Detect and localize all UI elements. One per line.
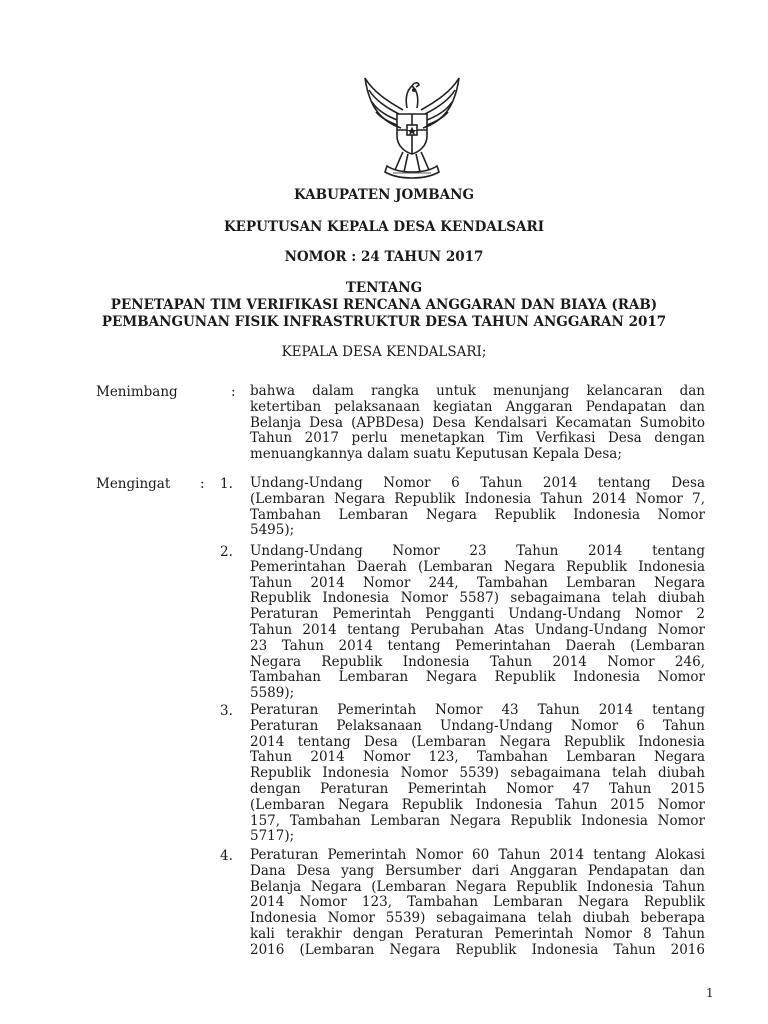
text-line: 23 Tahun 2014 tentang Pemerintahan Daerah (Lembaran <box>250 637 705 654</box>
text-line: Tahun 2014 Nomor 244, Tambahan Lembaran Negara <box>250 574 705 591</box>
text-line: Tahun 2017 perlu menetapkan Tim Verfikasi Desa dengan <box>250 430 705 447</box>
text-line: (Lembaran Negara Republik Indonesia Tahun 2015 Nomor <box>250 796 705 813</box>
text-line: menuangkannya dalam suatu Keputusan Kepala Desa; <box>250 446 622 463</box>
text-line: 2016 (Lembaran Negara Republik Indonesia Tahun 2016 <box>250 941 705 958</box>
text-line: Tambahan Lembaran Negara Republik Indonesia Nomor <box>250 506 705 523</box>
text-line: Tambahan Lembaran Negara Republik Indonesia Nomor <box>250 669 705 686</box>
subject-line: PEMBANGUNAN FISIK INFRASTRUKTUR DESA TAHUN ANGGARAN 2017 <box>101 314 667 330</box>
text-line: Pemerintahan Daerah (Lembaran Negara Republik Indonesia <box>250 558 705 575</box>
menimbang-colon: : <box>231 384 236 400</box>
mengingat-item-2 <box>250 544 705 702</box>
text-line: 5589); <box>250 685 295 702</box>
menimbang-label: Menimbang <box>96 384 178 400</box>
text-line: 5495); <box>250 522 295 539</box>
text-line: Tahun 2014 Nomor 123, Tambahan Lembaran Negara <box>250 749 705 766</box>
text-line: Indonesia Nomor 5539) sebagaimana telah diubah beberapa <box>250 910 705 927</box>
mengingat-colon: : <box>200 476 205 492</box>
mengingat-item-3 <box>250 703 705 845</box>
text-line: 5717); <box>250 828 295 845</box>
text-line: dengan Peraturan Pemerintah Nomor 47 Tahun 2015 <box>250 780 705 797</box>
text-line: Belanja Negara (Lembaran Negara Republik Indonesia Tahun <box>250 878 705 895</box>
mengingat-item-4 <box>250 848 705 959</box>
text-line: Peraturan Pemerintah Nomor 60 Tahun 2014 tentang Alokasi <box>250 847 705 863</box>
decree-subject <box>0 297 768 331</box>
garuda-emblem-icon <box>359 70 465 182</box>
text-line: Dana Desa yang Bersumber dari Anggaran Pendapatan dan <box>250 862 705 879</box>
decree-title: KEPUTUSAN KEPALA DESA KENDALSARI <box>223 219 545 235</box>
regency-title: KABUPATEN JOMBANG <box>294 187 474 203</box>
subject-line: PENETAPAN TIM VERIFIKASI RENCANA ANGGARAN DAN BIAYA (RAB) <box>110 297 658 313</box>
item-number: 2. <box>220 544 233 560</box>
text-line: Negara Republik Indonesia Tahun 2014 Nomor 246, <box>250 653 705 670</box>
text-line: Belanja Desa (APBDesa) Desa Kendalsari Kecamatan Sumobito <box>250 414 705 431</box>
item-number: 3. <box>220 703 233 719</box>
text-line: ketertiban pelaksanaan kegiatan Anggaran Pendapatan dan <box>250 398 705 415</box>
text-line: Peraturan Pelaksanaan Undang-Undang Nomor 6 Tahun <box>250 717 705 734</box>
mengingat-label: Mengingat <box>96 476 171 492</box>
item-number: 1. <box>220 476 233 492</box>
text-line: bahwa dalam rangka untuk menunjang kelancaran dan <box>250 383 705 399</box>
text-line: 2014 Nomor 123, Tambahan Lembaran Negara Republik <box>250 894 705 911</box>
mengingat-item-1 <box>250 476 705 539</box>
text-line: Peraturan Pemerintah Nomor 43 Tahun 2014 tentang <box>250 702 705 718</box>
decree-number: NOMOR : 24 TAHUN 2017 <box>284 249 484 265</box>
item-number: 4. <box>220 848 233 864</box>
issuer-line: KEPALA DESA KENDALSARI; <box>281 344 487 360</box>
menimbang-text <box>250 384 705 463</box>
text-line: Republik Indonesia Nomor 5587) sebagaimana telah diubah <box>250 590 705 607</box>
text-line: kali terakhir dengan Peraturan Pemerintah Nomor 8 Tahun <box>250 925 705 942</box>
text-line: Undang-Undang Nomor 23 Tahun 2014 tentang <box>250 543 705 559</box>
text-line: Undang-Undang Nomor 6 Tahun 2014 tentang Desa <box>250 475 705 491</box>
text-line: 157, Tambahan Lembaran Negara Republik Indonesia Nomor <box>250 812 705 829</box>
about-heading: TENTANG <box>345 280 423 296</box>
page-number: 1 <box>706 986 714 1000</box>
text-line: Republik Indonesia Nomor 5539) sebagaimana telah diubah <box>250 765 705 782</box>
text-line: 2014 tentang Desa (Lembaran Negara Republik Indonesia <box>250 733 705 750</box>
text-line: Peraturan Pemerintah Pengganti Undang-Undang Nomor 2 <box>250 606 705 623</box>
text-line: (Lembaran Negara Republik Indonesia Tahun 2014 Nomor 7, <box>250 490 705 507</box>
text-line: Tahun 2014 tentang Perubahan Atas Undang-Undang Nomor <box>250 621 705 638</box>
